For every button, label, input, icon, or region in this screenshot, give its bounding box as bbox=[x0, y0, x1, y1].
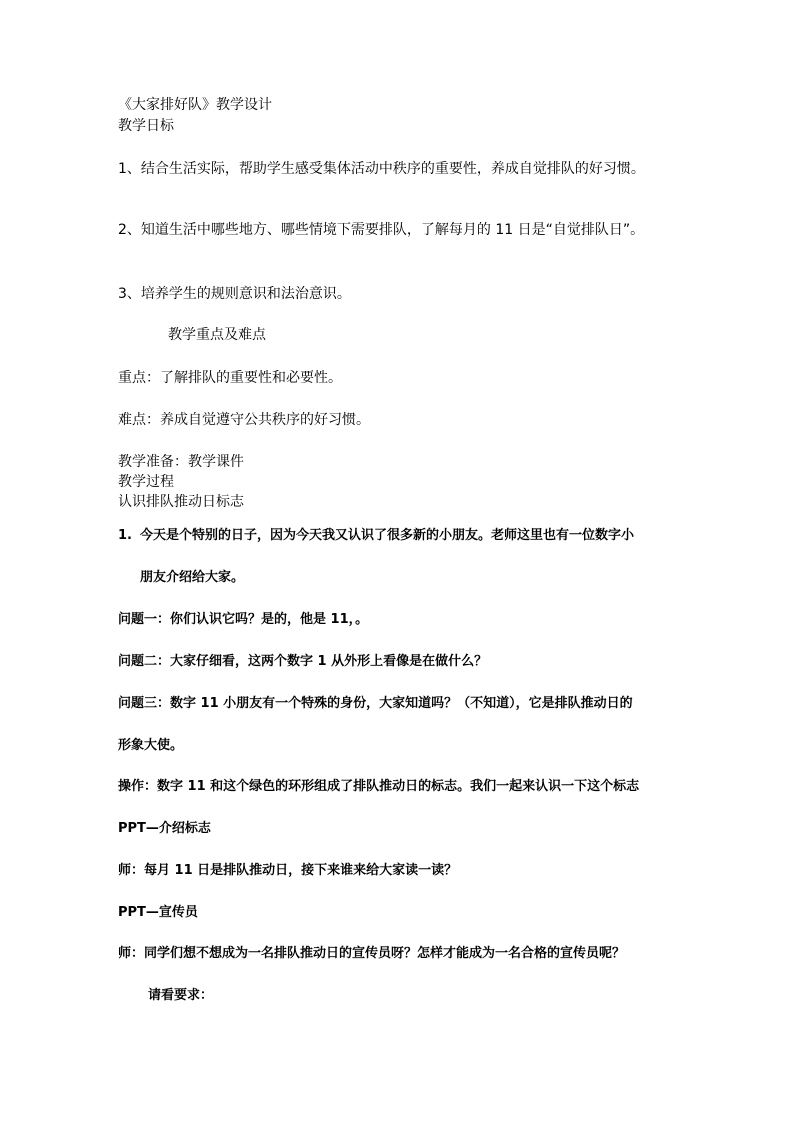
objective-1: 1、结合生活实际，帮助学生感受集体活动中秩序的重要性，养成自觉排队的好习惯。 bbox=[118, 161, 645, 177]
teacher-label-1: 师： bbox=[118, 863, 145, 878]
question-1-label: 问题一： bbox=[118, 612, 171, 627]
question-3-label: 问题三： bbox=[118, 696, 171, 711]
question-2-text: 大家仔细看，这两个数字 1 从外形上看像是在做什么？ bbox=[170, 654, 488, 669]
teacher-label-2: 师： bbox=[118, 946, 145, 961]
doc-title: 《大家排好队》教学设计 bbox=[118, 97, 272, 113]
step-1-number: 1. bbox=[118, 528, 132, 543]
teacher-text-2: 同学们想不想成为一名排队推动日的宣传员呀？怎样才能成为一名合格的宣传员呢？ bbox=[144, 946, 626, 961]
operation-label: 操作： bbox=[118, 779, 158, 794]
process-heading: 教学过程 bbox=[118, 474, 174, 490]
key-heading: 教学重点及难点 bbox=[168, 327, 266, 343]
preparation: 教学准备：教学课件 bbox=[118, 454, 244, 470]
objective-3: 3、培养学生的规则意识和法治意识。 bbox=[118, 286, 351, 302]
question-3 bbox=[118, 694, 633, 714]
see-requirements: 请看要求： bbox=[148, 988, 214, 1003]
key-point: 重点：了解排队的重要性和必要性。 bbox=[118, 370, 342, 386]
question-3-continued: 形象大使。 bbox=[118, 738, 184, 753]
question-1 bbox=[118, 610, 368, 630]
question-2-label: 问题二： bbox=[118, 654, 171, 669]
teacher-line-2 bbox=[118, 944, 625, 964]
teacher-text-1: 每月 11 日是排队推动日，接下来谁来给大家读一读？ bbox=[144, 863, 458, 878]
ppt-promoter: PPT—宣传员 bbox=[118, 905, 198, 920]
question-2 bbox=[118, 652, 487, 672]
step-1-line-1 bbox=[118, 526, 635, 546]
objective-2: 2、知道生活中哪些地方、哪些情境下需要排队，了解每月的 11 日是“自觉排队日”。 bbox=[118, 222, 645, 238]
question-1-text: 你们认识它吗？是的，他是 11，。 bbox=[170, 612, 369, 627]
step-1-line-2: 朋友介绍给大家。 bbox=[140, 570, 245, 585]
operation bbox=[118, 777, 639, 797]
operation-text: 数字 11 和这个绿色的环形组成了排队推动日的标志。我们一起来认识一下这个标志 bbox=[157, 779, 640, 794]
teacher-line-1 bbox=[118, 861, 457, 881]
difficult-point: 难点：养成自觉遵守公共秩序的好习惯。 bbox=[118, 412, 370, 428]
question-3-text: 数字 11 小朋友有一个特殊的身份，大家知道吗？（不知道），它是排队推动日的 bbox=[170, 696, 633, 711]
step-1-text: 今天是个特别的日子，因为今天我又认识了很多新的小朋友。老师这里也有一位数字小 bbox=[140, 528, 635, 543]
ppt-intro-logo: PPT—介绍标志 bbox=[118, 821, 211, 836]
objectives-heading: 教学日标 bbox=[118, 118, 174, 134]
section-heading: 认识排队推动日标志 bbox=[118, 494, 244, 510]
